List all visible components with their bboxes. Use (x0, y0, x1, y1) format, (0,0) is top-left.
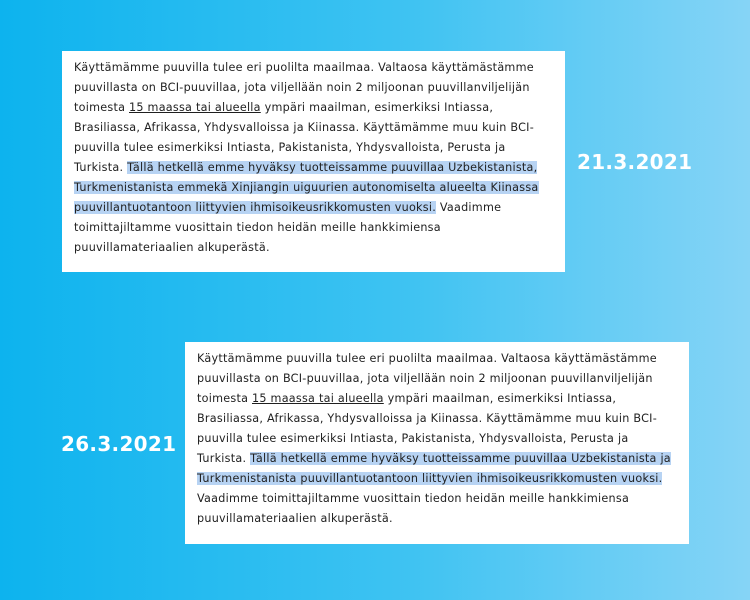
date-label-version-1: 21.3.2021 (577, 150, 693, 174)
text-card-version-2 (185, 342, 689, 544)
date-label-version-2: 26.3.2021 (61, 432, 177, 456)
text-end: Vaadimme toimittajiltamme vuosittain tiedon heidän meille hankkimiensa puuvillamateriaalien alkuperästä. (197, 492, 630, 525)
countries-link[interactable]: 15 maassa tai alueella (252, 392, 384, 405)
text-before-link: Käyttämämme puuvilla tulee eri puolilta maailmaa. Valtaosa käyttämästämme puuvillasta on BCI-puuvillaa, jota viljellään noin 2 miljoonan puuvillanviljelijän toimesta (197, 352, 657, 405)
text-after-link: ympäri maailman, esimerkiksi Intiassa, Brasiliassa, Afrikassa, Yhdysvalloissa ja Kiinassa. Käyttämämme muu kuin BCI-puuvilla tulee esimerkiksi Intiasta, Pakistanista, Yhdysvalloista, Perusta ja Turkista. (197, 392, 657, 465)
countries-link[interactable]: 15 maassa tai alueella (129, 101, 261, 114)
paragraph (74, 58, 555, 258)
paragraph (197, 349, 679, 529)
text-after-link: ympäri maailman, esimerkiksi Intiassa, Brasiliassa, Afrikassa, Yhdysvalloissa ja Kiinassa. Käyttämämme muu kuin BCI-puuvilla tulee esimerkiksi Intiasta, Pakistanista, Yhdysvalloista, Perusta ja Turkista. (74, 101, 534, 174)
text-end: Vaadimme toimittajiltamme vuosittain tiedon heidän meille hankkimiensa puuvillamateriaalien alkuperästä. (74, 201, 502, 254)
highlighted-text: Tällä hetkellä emme hyväksy tuotteissamme puuvillaa Uzbekistanista ja Turkmenistanista puuvillantuotantoon liittyvien ihmisoikeusrikkomusten vuoksi. (197, 452, 671, 485)
highlighted-text: Tällä hetkellä emme hyväksy tuotteissamme puuvillaa Uzbekistanista, Turkmenistanista emmekä Xinjiangin uiguurien autonomiselta alueelta Kiinassa puuvillantuotantoon liittyvien ihmisoikeusrikkomusten vuoksi. (74, 161, 539, 214)
text-card-version-1 (62, 51, 565, 272)
text-before-link: Käyttämämme puuvilla tulee eri puolilta maailmaa. Valtaosa käyttämästämme puuvillasta on BCI-puuvillaa, jota viljellään noin 2 miljoonan puuvillanviljelijän toimesta (74, 61, 534, 114)
